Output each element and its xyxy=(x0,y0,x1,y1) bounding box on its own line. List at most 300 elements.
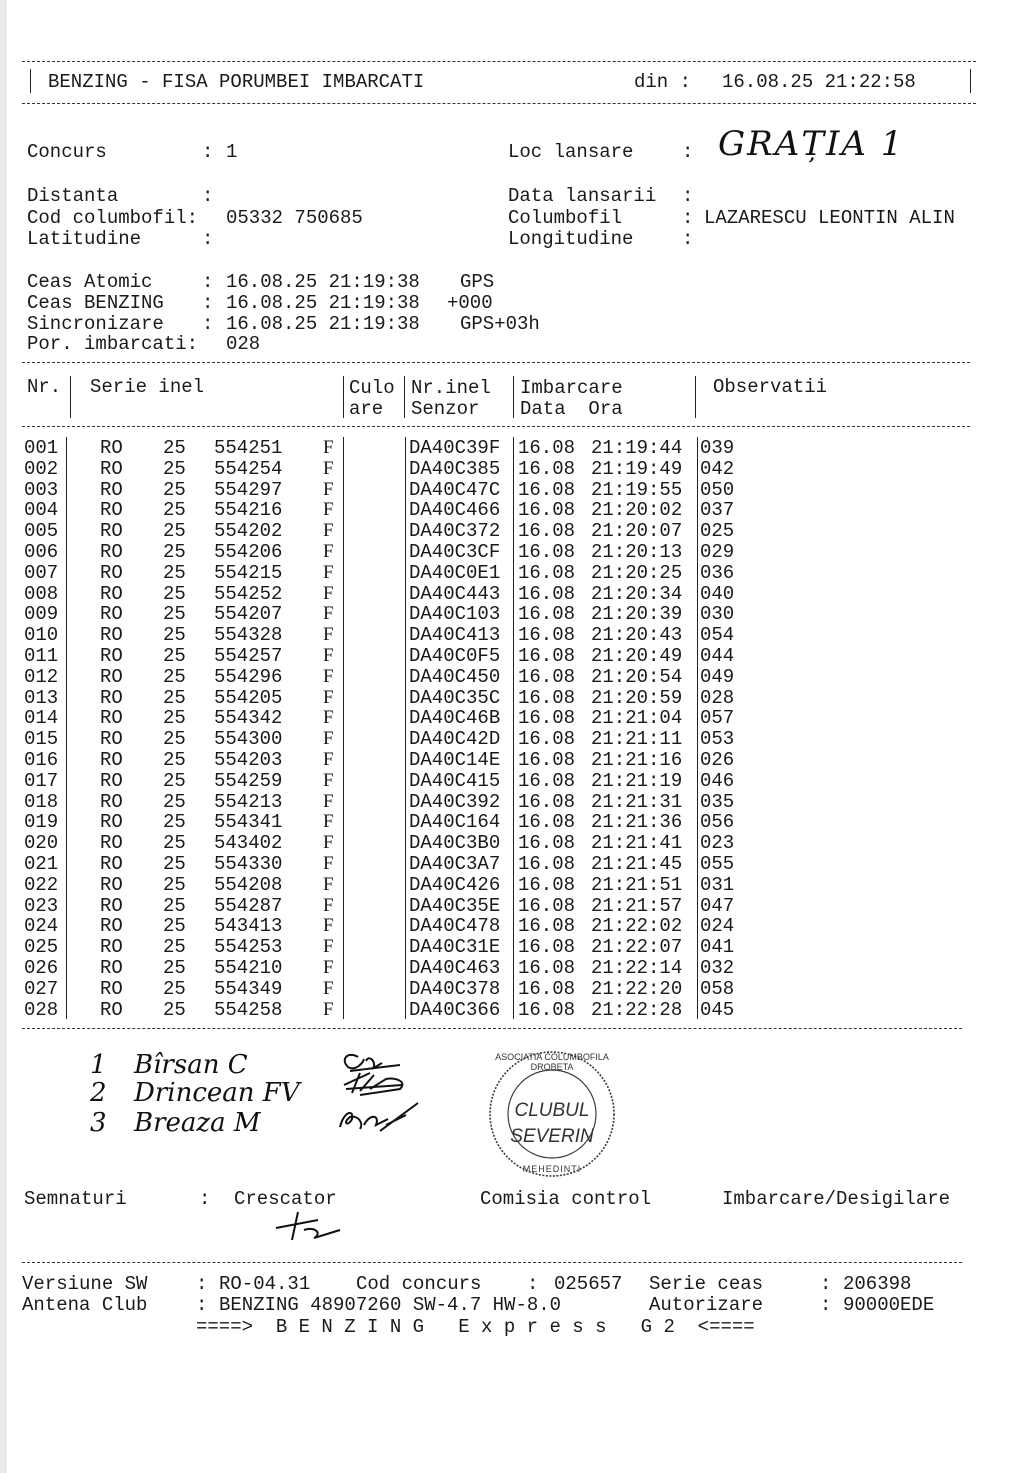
row-time: 21:22:02 xyxy=(591,915,683,938)
versiune-sw-value: RO-04.31 xyxy=(219,1273,311,1295)
row-sensor-id: DA40C463 xyxy=(409,957,501,979)
row-nr: 011 xyxy=(24,645,59,667)
stamp-line2: SEVERIN xyxy=(510,1126,594,1147)
row-observatii: 029 xyxy=(700,541,735,563)
antena-club-label: Antena Club xyxy=(22,1294,148,1316)
row-country: RO xyxy=(100,457,123,480)
row-sensor-id: DA40C39F xyxy=(409,437,501,459)
col-header-nr: Nr. xyxy=(27,376,62,398)
row-time: 21:22:20 xyxy=(591,977,683,1000)
table-row xyxy=(0,812,1000,833)
table-bottom-rule xyxy=(22,1028,962,1029)
row-date: 16.08 xyxy=(518,478,576,501)
row-time: 21:21:11 xyxy=(591,728,683,751)
row-observatii: 040 xyxy=(700,582,735,605)
row-year: 25 xyxy=(163,749,186,771)
row-observatii: 055 xyxy=(700,853,735,875)
table-header-rule xyxy=(22,426,970,427)
row-sex: F xyxy=(323,853,334,874)
row-ring-number: 554287 xyxy=(214,894,283,917)
row-date: 16.08 xyxy=(518,936,576,959)
row-year: 25 xyxy=(163,478,186,501)
row-year: 25 xyxy=(163,769,186,792)
autorizare-label: Autorizare xyxy=(649,1294,764,1316)
body-divider-nr xyxy=(66,437,67,1019)
row-country: RO xyxy=(100,499,123,522)
row-sensor-id: DA40C47C xyxy=(409,478,501,501)
row-country: RO xyxy=(100,936,123,959)
row-date: 16.08 xyxy=(518,749,576,771)
row-year: 25 xyxy=(163,728,186,751)
row-ring-number: 554341 xyxy=(214,811,283,834)
row-country: RO xyxy=(100,811,123,834)
row-ring-number: 554252 xyxy=(214,582,283,605)
row-nr: 016 xyxy=(24,749,59,771)
columbofil-value: LAZARESCU LEONTIN ALIN xyxy=(704,207,955,229)
row-observatii: 024 xyxy=(700,915,735,938)
semnaturi-label: Semnaturi xyxy=(24,1188,127,1210)
row-date: 16.08 xyxy=(518,853,576,875)
row-sex: F xyxy=(323,437,334,458)
loc-lansare-label: Loc lansare xyxy=(508,141,634,163)
row-ring-number: 554254 xyxy=(214,457,283,480)
row-sensor-id: DA40C0F5 xyxy=(409,645,501,667)
row-sex: F xyxy=(323,936,334,958)
row-ring-number: 554330 xyxy=(214,853,283,875)
hand-line2-name: Drincean FV xyxy=(134,1078,300,1108)
row-sex: F xyxy=(323,624,334,646)
stamp-bottom-text: MEHEDINTI xyxy=(522,1164,582,1174)
row-observatii: 047 xyxy=(700,894,735,917)
row-sex: F xyxy=(323,582,334,604)
row-year: 25 xyxy=(163,686,186,709)
row-time: 21:20:13 xyxy=(591,541,683,563)
row-country: RO xyxy=(100,998,123,1021)
col-header-culoare-1: Culo xyxy=(349,377,395,399)
row-year: 25 xyxy=(163,499,186,522)
row-time: 21:21:19 xyxy=(591,769,683,792)
table-row xyxy=(0,875,1000,896)
row-observatii: 049 xyxy=(700,665,735,688)
row-date: 16.08 xyxy=(518,915,576,938)
row-sex: F xyxy=(323,790,334,812)
row-date: 16.08 xyxy=(518,707,576,730)
row-nr: 014 xyxy=(24,707,59,730)
columbofil-label: Columbofil xyxy=(508,207,623,229)
imbarcare-desigilare-label: Imbarcare/Desigilare xyxy=(722,1188,951,1210)
row-sensor-id: DA40C450 xyxy=(409,665,501,688)
table-row xyxy=(0,1000,1000,1021)
row-ring-number: 554300 xyxy=(214,728,283,751)
col-header-nr-inel-1: Nr.inel xyxy=(411,377,491,399)
table-top-rule xyxy=(22,362,970,363)
crescator-signature xyxy=(270,1208,350,1244)
ceas-benzing-colon: : xyxy=(202,292,214,314)
ceas-atomic-value: 16.08.25 21:19:38 xyxy=(226,271,420,293)
row-ring-number: 543402 xyxy=(214,832,283,855)
row-sex: F xyxy=(323,811,334,833)
din-label: din : xyxy=(634,71,692,93)
serie-ceas-value: 206398 xyxy=(843,1273,912,1295)
table-row xyxy=(0,438,1000,459)
row-sex: F xyxy=(323,645,334,666)
col-header-nr-inel-2: Senzor xyxy=(411,398,480,420)
row-time: 21:21:51 xyxy=(591,873,683,896)
row-country: RO xyxy=(100,728,123,751)
serie-ceas-label: Serie ceas xyxy=(649,1273,764,1295)
row-observatii: 039 xyxy=(700,437,735,459)
ceas-atomic-colon: : xyxy=(202,271,214,293)
row-date: 16.08 xyxy=(518,457,576,480)
header-divider-culoare xyxy=(343,376,344,418)
benzing-express-line: ====> B E N Z I N G E x p r e s s G 2 <==== xyxy=(196,1316,755,1338)
header-bottom-rule xyxy=(22,103,976,104)
row-time: 21:21:31 xyxy=(591,790,683,813)
row-sensor-id: DA40C443 xyxy=(409,582,501,605)
row-year: 25 xyxy=(163,873,186,896)
row-sex: F xyxy=(323,457,334,479)
cod-concurs-value: 025657 xyxy=(554,1273,623,1295)
row-date: 16.08 xyxy=(518,437,576,459)
row-year: 25 xyxy=(163,998,186,1021)
versiune-sw-colon: : xyxy=(196,1273,208,1295)
row-sensor-id: DA40C378 xyxy=(409,977,501,1000)
row-nr: 022 xyxy=(24,873,59,896)
sincronizare-suffix: GPS+03h xyxy=(460,313,540,335)
data-lansarii-label: Data lansarii xyxy=(508,185,657,207)
row-nr: 005 xyxy=(24,520,59,543)
row-country: RO xyxy=(100,749,123,771)
row-year: 25 xyxy=(163,520,186,543)
row-observatii: 025 xyxy=(700,520,735,543)
row-year: 25 xyxy=(163,811,186,834)
concurs-colon: : xyxy=(202,141,214,163)
row-sensor-id: DA40C413 xyxy=(409,624,501,647)
row-year: 25 xyxy=(163,541,186,563)
table-row xyxy=(0,459,1000,480)
row-year: 25 xyxy=(163,915,186,938)
longitudine-colon: : xyxy=(682,228,694,250)
row-sex: F xyxy=(323,561,334,583)
row-time: 21:21:04 xyxy=(591,707,683,730)
row-observatii: 031 xyxy=(700,873,735,896)
table-row xyxy=(0,542,1000,563)
row-ring-number: 554257 xyxy=(214,645,283,667)
row-sensor-id: DA40C372 xyxy=(409,520,501,543)
header-left-bar xyxy=(30,69,31,93)
sincronizare-colon: : xyxy=(202,313,214,335)
row-sensor-id: DA40C392 xyxy=(409,790,501,813)
row-nr: 028 xyxy=(24,998,59,1021)
hand-line1-name: Bîrsan C xyxy=(134,1050,248,1080)
row-sensor-id: DA40C3B0 xyxy=(409,832,501,855)
row-time: 21:22:14 xyxy=(591,957,683,979)
row-country: RO xyxy=(100,790,123,813)
data-lansarii-colon: : xyxy=(682,185,694,207)
cod-columbofil-value: 05332 750685 xyxy=(226,207,363,229)
autorizare-value: 90000EDE xyxy=(843,1294,935,1316)
concurs-label: Concurs xyxy=(27,141,107,163)
table-row xyxy=(0,916,1000,937)
row-sex: F xyxy=(323,769,334,791)
row-date: 16.08 xyxy=(518,561,576,584)
row-year: 25 xyxy=(163,832,186,855)
row-sex: F xyxy=(323,665,334,687)
row-ring-number: 554210 xyxy=(214,957,283,979)
table-row xyxy=(0,833,1000,854)
row-observatii: 058 xyxy=(700,977,735,1000)
row-nr: 010 xyxy=(24,624,59,647)
body-divider-nr-inel xyxy=(405,437,406,1019)
row-sensor-id: DA40C42D xyxy=(409,728,501,751)
row-sensor-id: DA40C478 xyxy=(409,915,501,938)
row-sensor-id: DA40C31E xyxy=(409,936,501,959)
row-sex: F xyxy=(323,499,334,521)
row-sensor-id: DA40C385 xyxy=(409,457,501,480)
row-ring-number: 554297 xyxy=(214,478,283,501)
row-nr: 018 xyxy=(24,790,59,813)
row-sex: F xyxy=(323,957,334,978)
antena-club-colon: : xyxy=(196,1294,208,1316)
table-row xyxy=(0,854,1000,875)
row-sex: F xyxy=(323,749,334,770)
row-country: RO xyxy=(100,645,123,667)
header-divider-nr xyxy=(70,376,71,418)
row-sensor-id: DA40C3CF xyxy=(409,541,501,563)
table-row xyxy=(0,729,1000,750)
concurs-value: 1 xyxy=(226,141,238,163)
row-date: 16.08 xyxy=(518,728,576,751)
row-country: RO xyxy=(100,894,123,917)
table-row xyxy=(0,896,1000,917)
row-time: 21:19:44 xyxy=(591,437,683,459)
row-sensor-id: DA40C46B xyxy=(409,707,501,730)
semnaturi-colon: : xyxy=(199,1188,211,1210)
table-row xyxy=(0,937,1000,958)
row-date: 16.08 xyxy=(518,499,576,522)
row-sensor-id: DA40C103 xyxy=(409,603,501,626)
row-country: RO xyxy=(100,603,123,626)
row-country: RO xyxy=(100,437,123,459)
row-ring-number: 554251 xyxy=(214,437,283,459)
row-sex: F xyxy=(323,832,334,854)
row-ring-number: 554253 xyxy=(214,936,283,959)
col-header-culoare-2: are xyxy=(349,398,384,420)
row-country: RO xyxy=(100,520,123,543)
latitudine-colon: : xyxy=(202,228,214,250)
row-ring-number: 554342 xyxy=(214,707,283,730)
row-sex: F xyxy=(323,894,334,916)
row-observatii: 032 xyxy=(700,957,735,979)
row-sex: F xyxy=(323,520,334,542)
row-observatii: 054 xyxy=(700,624,735,647)
row-date: 16.08 xyxy=(518,582,576,605)
row-observatii: 037 xyxy=(700,499,735,522)
row-year: 25 xyxy=(163,790,186,813)
row-nr: 026 xyxy=(24,957,59,979)
row-ring-number: 554328 xyxy=(214,624,283,647)
row-sex: F xyxy=(323,541,334,562)
row-country: RO xyxy=(100,957,123,979)
row-ring-number: 554349 xyxy=(214,977,283,1000)
stamp-line1: CLUBUL xyxy=(514,1100,590,1121)
row-nr: 015 xyxy=(24,728,59,751)
din-value: 16.08.25 21:22:58 xyxy=(722,71,916,93)
table-row xyxy=(0,625,1000,646)
row-ring-number: 554203 xyxy=(214,749,283,771)
col-header-imbarcare-2: Data Ora xyxy=(520,398,623,420)
row-date: 16.08 xyxy=(518,832,576,855)
cod-columbofil-label: Cod columbofil: xyxy=(27,207,199,229)
row-year: 25 xyxy=(163,603,186,626)
row-date: 16.08 xyxy=(518,624,576,647)
row-date: 16.08 xyxy=(518,790,576,813)
row-date: 16.08 xyxy=(518,686,576,709)
row-time: 21:22:28 xyxy=(591,998,683,1021)
row-date: 16.08 xyxy=(518,998,576,1021)
row-sex: F xyxy=(323,686,334,708)
row-year: 25 xyxy=(163,707,186,730)
row-year: 25 xyxy=(163,624,186,647)
row-ring-number: 554216 xyxy=(214,499,283,522)
row-sex: F xyxy=(323,478,334,500)
row-ring-number: 554205 xyxy=(214,686,283,709)
row-country: RO xyxy=(100,582,123,605)
row-sensor-id: DA40C415 xyxy=(409,769,501,792)
row-date: 16.08 xyxy=(518,811,576,834)
row-nr: 020 xyxy=(24,832,59,855)
row-year: 25 xyxy=(163,957,186,979)
club-stamp xyxy=(478,1048,626,1180)
row-nr: 001 xyxy=(24,437,59,459)
header-divider-imbarcare xyxy=(513,376,514,418)
table-row xyxy=(0,771,1000,792)
hand-line3-name: Breaza M xyxy=(134,1108,261,1138)
table-row xyxy=(0,688,1000,709)
cod-concurs-colon: : xyxy=(527,1273,539,1295)
row-time: 21:21:45 xyxy=(591,853,683,875)
row-nr: 023 xyxy=(24,894,59,917)
row-sensor-id: DA40C35C xyxy=(409,686,501,709)
stamp-ring-text: ASOCIATIA COLUMBOFILA DROBETA xyxy=(495,1052,609,1072)
row-time: 21:20:07 xyxy=(591,520,683,543)
row-ring-number: 554296 xyxy=(214,665,283,688)
table-row xyxy=(0,958,1000,979)
row-nr: 025 xyxy=(24,936,59,959)
row-country: RO xyxy=(100,624,123,647)
row-sensor-id: DA40C0E1 xyxy=(409,561,501,584)
row-country: RO xyxy=(100,478,123,501)
row-observatii: 023 xyxy=(700,832,735,855)
header-divider-observatii xyxy=(695,376,696,418)
header-top-rule xyxy=(22,61,976,62)
row-ring-number: 554202 xyxy=(214,520,283,543)
row-nr: 021 xyxy=(24,853,59,875)
row-date: 16.08 xyxy=(518,977,576,1000)
row-observatii: 036 xyxy=(700,561,735,584)
body-divider-observatii xyxy=(697,437,698,1019)
row-country: RO xyxy=(100,769,123,792)
row-time: 21:20:54 xyxy=(591,665,683,688)
row-ring-number: 554259 xyxy=(214,769,283,792)
sincronizare-label: Sincronizare xyxy=(27,313,164,335)
col-header-imbarcare-1: Imbarcare xyxy=(520,377,623,399)
row-country: RO xyxy=(100,541,123,563)
row-sensor-id: DA40C35E xyxy=(409,894,501,917)
row-year: 25 xyxy=(163,665,186,688)
header-divider-nr-inel xyxy=(404,376,405,418)
row-nr: 024 xyxy=(24,915,59,938)
ceas-benzing-label: Ceas BENZING xyxy=(27,292,164,314)
ceas-atomic-suffix: GPS xyxy=(460,271,495,293)
row-nr: 008 xyxy=(24,582,59,605)
row-date: 16.08 xyxy=(518,894,576,917)
row-sensor-id: DA40C366 xyxy=(409,998,501,1021)
ceas-atomic-label: Ceas Atomic xyxy=(27,271,153,293)
row-time: 21:19:55 xyxy=(591,478,683,501)
row-time: 21:21:36 xyxy=(591,811,683,834)
footer-top-rule xyxy=(22,1262,962,1263)
table-row xyxy=(0,750,1000,771)
table-row xyxy=(0,521,1000,542)
document-title: BENZING - FISA PORUMBEI IMBARCATI xyxy=(48,71,425,93)
sincronizare-value: 16.08.25 21:19:38 xyxy=(226,313,420,335)
row-year: 25 xyxy=(163,561,186,584)
col-header-serie-inel: Serie inel xyxy=(90,376,205,398)
row-nr: 017 xyxy=(24,769,59,792)
row-time: 21:20:25 xyxy=(591,561,683,584)
row-year: 25 xyxy=(163,437,186,459)
row-observatii: 030 xyxy=(700,603,735,626)
distanta-colon: : xyxy=(202,185,214,207)
row-time: 21:20:49 xyxy=(591,645,683,667)
table-row xyxy=(0,646,1000,667)
autorizare-colon: : xyxy=(820,1294,832,1316)
row-date: 16.08 xyxy=(518,957,576,979)
row-country: RO xyxy=(100,665,123,688)
row-nr: 027 xyxy=(24,977,59,1000)
row-ring-number: 554206 xyxy=(214,541,283,563)
comisia-control-label: Comisia control xyxy=(480,1188,652,1210)
row-nr: 019 xyxy=(24,811,59,834)
table-row xyxy=(0,480,1000,501)
body-divider-imbarcare xyxy=(513,437,514,1019)
row-time: 21:20:43 xyxy=(591,624,683,647)
row-time: 21:20:02 xyxy=(591,499,683,522)
row-country: RO xyxy=(100,853,123,875)
row-year: 25 xyxy=(163,457,186,480)
hand-line2-num: 2 xyxy=(90,1078,107,1108)
cod-concurs-label: Cod concurs xyxy=(356,1273,482,1295)
row-nr: 006 xyxy=(24,541,59,563)
row-year: 25 xyxy=(163,645,186,667)
row-ring-number: 554213 xyxy=(214,790,283,813)
por-imbarcati-label: Por. imbarcati: xyxy=(27,333,199,355)
row-sensor-id: DA40C14E xyxy=(409,749,501,771)
header-right-bar xyxy=(970,69,971,93)
row-ring-number: 554207 xyxy=(214,603,283,626)
row-time: 21:20:39 xyxy=(591,603,683,626)
table-row xyxy=(0,500,1000,521)
table-row xyxy=(0,584,1000,605)
row-observatii: 044 xyxy=(700,645,735,667)
row-year: 25 xyxy=(163,894,186,917)
row-country: RO xyxy=(100,686,123,709)
row-country: RO xyxy=(100,707,123,730)
row-nr: 004 xyxy=(24,499,59,522)
row-country: RO xyxy=(100,915,123,938)
row-sex: F xyxy=(323,707,334,729)
